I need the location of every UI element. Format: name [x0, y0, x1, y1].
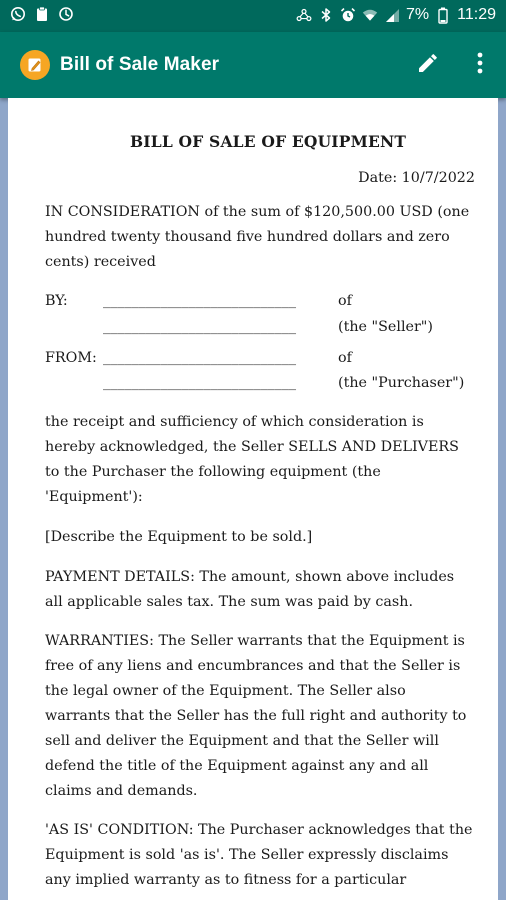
party-label: FROM: — [45, 350, 97, 366]
more-options-button[interactable] — [468, 51, 492, 79]
whatsapp-icon — [10, 6, 26, 22]
battery-percentage: 7% — [406, 6, 430, 23]
notepad-icon — [20, 50, 50, 80]
status-bar-left — [10, 6, 74, 22]
network-icon — [296, 7, 312, 23]
document-page[interactable] — [8, 98, 498, 900]
document-date: Date: 10/7/2022 — [358, 170, 475, 186]
alarm-icon — [340, 7, 356, 23]
edit-button[interactable] — [414, 51, 442, 79]
describe-paragraph: [Describe the Equipment to be sold.] — [45, 529, 313, 545]
wifi-icon — [362, 7, 378, 23]
party-suffix: of — [338, 350, 352, 366]
consideration-paragraph: IN CONSIDERATION of the sum of $120,500.00 USD (one hundred twenty thousand five hundred dollars and zero cents) received — [45, 204, 470, 270]
signature-line: ___________________________ — [103, 350, 297, 366]
party-label: BY: — [45, 293, 68, 309]
party-suffix: (the "Seller") — [338, 319, 433, 335]
as-is-paragraph: 'AS IS' CONDITION: The Purchaser acknowledges that the Equipment is sold 'as is'. The Seller expressly disclaims any implied warranty as to fitness for a particular — [45, 822, 473, 888]
warranties-paragraph: WARRANTIES: The Seller warrants that the Equipment is free of any liens and encumbrances and that the Seller is the legal owner of the Equipment. The Seller also warrants that the Seller has the full right and authority to sell and deliver the Equipment and that the Seller will defend the title of the Equipment against any and all claims and demands. — [45, 633, 467, 799]
payment-paragraph: PAYMENT DETAILS: The amount, shown above includes all applicable sales tax. The sum was paid by cash. — [45, 569, 455, 610]
party-suffix: (the "Purchaser") — [338, 375, 465, 391]
more-vert-icon — [477, 52, 483, 79]
signature-line: ___________________________ — [103, 293, 297, 309]
shield-icon — [58, 6, 74, 22]
receipt-paragraph: the receipt and sufficiency of which consideration is hereby acknowledged, the Seller SELLS AND DELIVERS to the Purchaser the following equipment (the 'Equipment'): — [45, 414, 459, 505]
signature-line: ___________________________ — [103, 319, 297, 335]
app-bar — [0, 32, 506, 98]
party-suffix: of — [338, 293, 352, 309]
clock-time: 11:29 — [457, 6, 496, 23]
battery-icon — [435, 7, 451, 23]
bluetooth-icon — [318, 7, 334, 23]
pencil-icon — [416, 51, 440, 80]
signature-line: ___________________________ — [103, 375, 297, 391]
signal-icon — [384, 7, 400, 23]
clipboard-icon — [34, 6, 50, 22]
status-bar — [0, 0, 506, 32]
app-title: Bill of Sale Maker — [60, 54, 220, 75]
status-bar-right — [296, 5, 496, 25]
document-title: BILL OF SALE OF EQUIPMENT — [130, 132, 407, 151]
